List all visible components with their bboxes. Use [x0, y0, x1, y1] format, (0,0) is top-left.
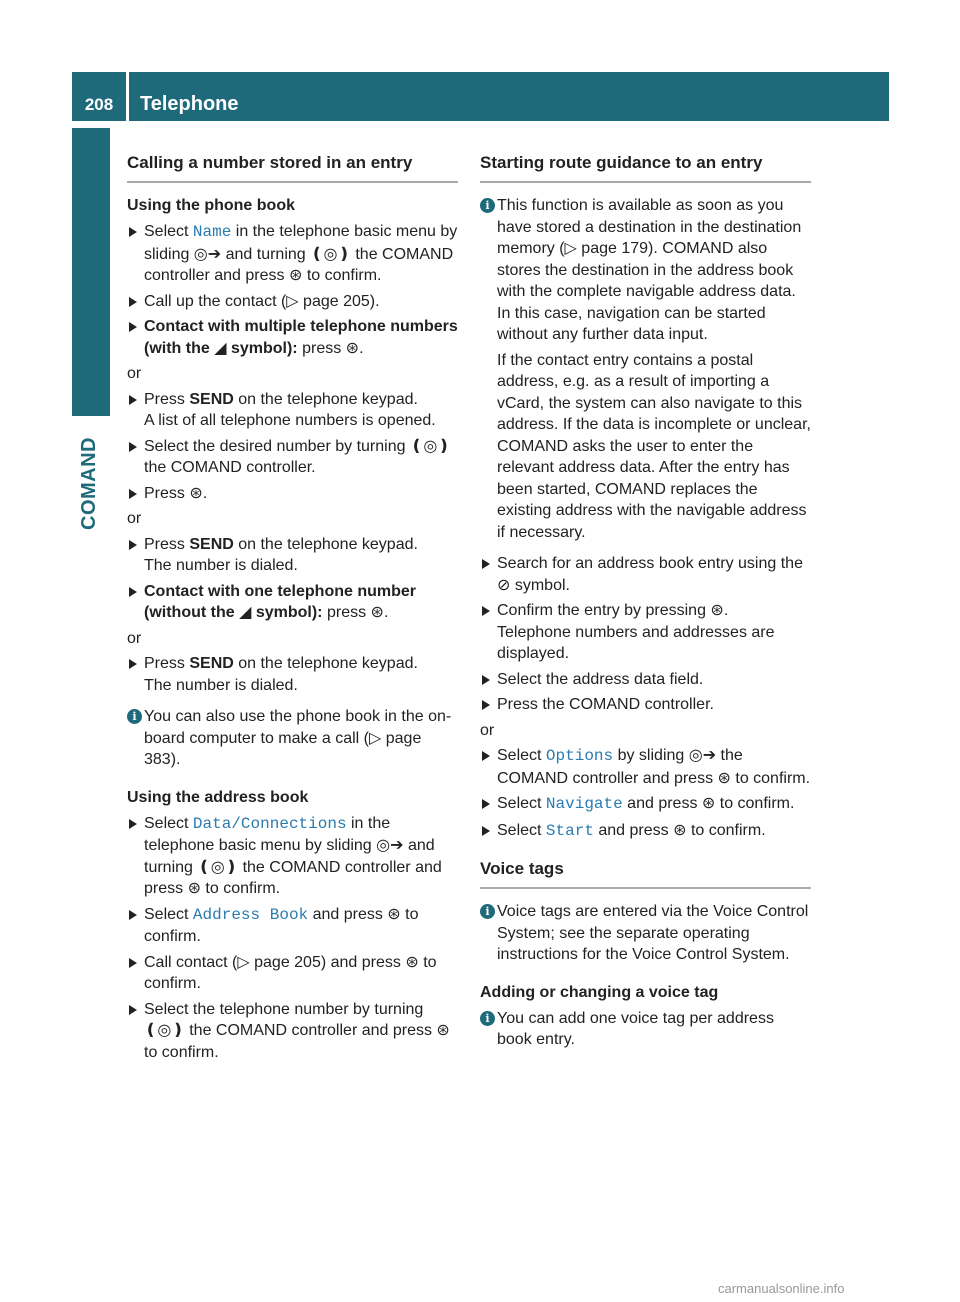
step-item: Call up the contact (▷ page 205).	[127, 291, 458, 313]
arrow-icon	[129, 958, 137, 968]
info-icon: i	[480, 198, 495, 213]
step-item: Press SEND on the telephone keypad. The number is dialed.	[127, 534, 458, 577]
step-item: Press SEND on the telephone keypad. A list of all telephone numbers is opened.	[127, 389, 458, 432]
side-tab	[72, 128, 110, 416]
step-item: Press ⊛.	[127, 483, 458, 505]
arrow-icon	[482, 799, 490, 809]
arrow-icon	[129, 442, 137, 452]
subheading-adding-voice-tag: Adding or changing a voice tag	[480, 983, 719, 1001]
arrow-icon	[482, 751, 490, 761]
left-column	[127, 150, 458, 1067]
step-item: Select Data/Connections in the telephone basic menu by sliding ◎➔ and turning ❪◎❫ the COMAND controller and press ⊛ to confirm.	[127, 813, 458, 900]
step-item: Contact with multiple telephone numbers (with the ◢ symbol): press ⊛.	[127, 316, 458, 359]
step-item: Confirm the entry by pressing ⊛. Telephone numbers and addresses are displayed.	[480, 600, 811, 665]
menu-item-data-connections: Data/Connections	[192, 814, 347, 833]
step-item: Press SEND on the telephone keypad. The number is dialed.	[127, 653, 458, 696]
arrow-icon	[482, 606, 490, 616]
info-icon: i	[480, 904, 495, 919]
subheading-phone-book: Using the phone book	[127, 197, 295, 214]
arrow-icon	[129, 395, 137, 405]
arrow-icon	[129, 1005, 137, 1015]
arrow-icon	[129, 489, 137, 499]
step-item: Select the desired number by turning ❪◎❫ the COMAND controller.	[127, 436, 458, 479]
arrow-icon	[129, 297, 137, 307]
menu-item-start: Start	[545, 821, 594, 840]
arrow-icon	[482, 559, 490, 569]
or-text: or	[127, 365, 142, 382]
arrow-icon	[129, 910, 137, 920]
step-item: Search for an address book entry using the ⊘ symbol.	[480, 553, 811, 596]
arrow-icon	[129, 819, 137, 829]
step-item: Select Options by sliding ◎➔ the COMAND controller and press ⊛ to confirm.	[480, 745, 811, 789]
info-icon: i	[480, 1011, 495, 1026]
step-item: Select the telephone number by turning ❪◎❫ the COMAND controller and press ⊛ to confirm.	[127, 999, 458, 1064]
or-text: or	[480, 721, 495, 739]
section-heading: Starting route guidance to an entry	[480, 150, 811, 183]
right-column	[480, 150, 811, 1055]
page-number: 208	[84, 95, 114, 114]
chapter-title: Telephone	[140, 93, 239, 115]
arrow-icon	[129, 587, 137, 597]
step-item: Select Navigate and press ⊛ to confirm.	[480, 793, 811, 816]
section-heading-voice-tags: Voice tags	[480, 856, 811, 889]
menu-item-navigate: Navigate	[545, 795, 623, 813]
arrow-icon	[129, 540, 137, 550]
or-text: or	[127, 629, 142, 647]
arrow-icon	[129, 322, 137, 332]
subheading-address-book: Using the address book	[127, 788, 309, 806]
info-icon: i	[127, 709, 142, 724]
arrow-icon	[482, 700, 490, 710]
menu-item-options: Options	[545, 747, 614, 765]
or-text: or	[127, 510, 142, 527]
step-item: Select Address Book and press ⊛ to confirm.	[127, 904, 458, 948]
watermark: carmanualsonline.info	[718, 1281, 845, 1296]
step-item: Select Start and press ⊛ to confirm.	[480, 820, 811, 843]
section-heading: Calling a number stored in an entry	[127, 150, 458, 183]
step-item: Call contact (▷ page 205) and press ⊛ to confirm.	[127, 952, 458, 995]
step-item: Select Name in the telephone basic menu by sliding ◎➔ and turning ❪◎❫ the COMAND controller and press ⊛ to confirm.	[127, 221, 458, 287]
menu-item-name: Name	[192, 223, 232, 241]
arrow-icon	[482, 675, 490, 685]
arrow-icon	[129, 227, 137, 237]
step-item: Contact with one telephone number (without the ◢ symbol): press ⊛.	[127, 581, 458, 624]
step-item: Press the COMAND controller.	[480, 694, 811, 716]
info-note: i This function is available as soon as you have stored a destination in the destination memory (▷ page 179). COMAND also stores the destination in the address book with the complete navigable address data. In this case, navigation can be started without any further data input. If the contact entry contains a postal address, e.g. as a result of importing a vCard, the system can also navigate to this address. If the data is incomplete or unclear, COMAND asks the user to enter the relevant address data. After the entry has been started, COMAND replaces the existing address with the navigable address if necessary.	[480, 195, 811, 543]
step-item: Select the address data field.	[480, 669, 811, 691]
header-divider	[126, 72, 129, 121]
side-tab-label: COMAND	[78, 437, 100, 530]
info-note: i You can add one voice tag per address book entry.	[480, 1008, 811, 1051]
menu-item-address-book: Address Book	[192, 905, 309, 924]
arrow-icon	[129, 659, 137, 669]
info-note: i Voice tags are entered via the Voice Control System; see the separate operating instructions for the Voice Control System.	[480, 901, 811, 966]
info-note: i You can also use the phone book in the on-board computer to make a call (▷ page 383).	[127, 706, 458, 771]
arrow-icon	[482, 826, 490, 836]
